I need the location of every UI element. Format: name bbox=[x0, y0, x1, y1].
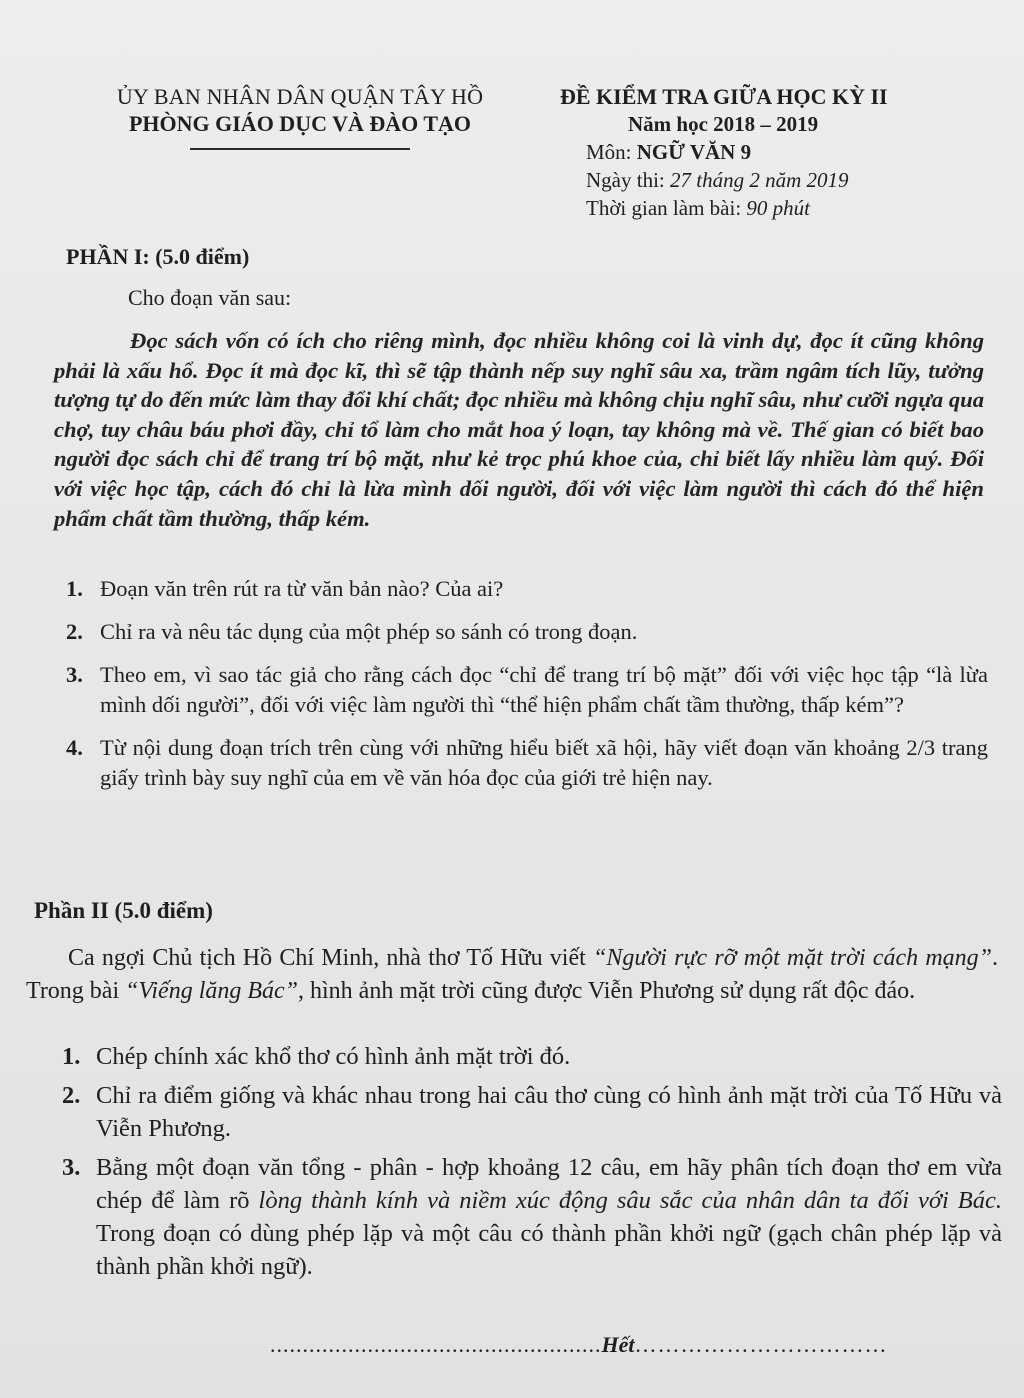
dotted-leader: …………………………… bbox=[634, 1332, 888, 1357]
question-number: 3. bbox=[62, 1154, 81, 1181]
question-text: Chép chính xác khổ thơ có hình ảnh mặt trời đó. bbox=[96, 1043, 571, 1070]
section-2-intro bbox=[26, 942, 998, 1008]
exam-duration-label: Thời gian làm bài: bbox=[586, 196, 747, 220]
question-text: Bằng một đoạn văn tổng - phân - hợp khoảng 12 câu, em hãy phân tích đoạn thơ em vừa chép để làm rõ bbox=[96, 1154, 1002, 1214]
question-item bbox=[66, 660, 988, 720]
question-text: Từ nội dung đoạn trích trên cùng với những hiểu biết xã hội, hãy viết đoạn văn khoảng 2/3 trang giấy trình bày suy nghĩ của em về văn hóa đọc của giới trẻ hiện nay. bbox=[100, 735, 988, 790]
question-text: Chỉ ra và nêu tác dụng của một phép so sánh có trong đoạn. bbox=[100, 619, 638, 644]
question-number: 4. bbox=[66, 735, 83, 760]
exam-info bbox=[560, 84, 980, 222]
question-item bbox=[66, 617, 988, 647]
question-item bbox=[62, 1079, 1002, 1145]
question-number: 2. bbox=[66, 619, 83, 644]
subject-label: Môn: bbox=[586, 140, 637, 164]
to-huu-quote: “Người rực rỡ một mặt trời cách mạng” bbox=[592, 945, 992, 971]
org-underline-divider bbox=[190, 148, 410, 150]
question-item bbox=[66, 733, 988, 793]
subject-value: NGỮ VĂN 9 bbox=[636, 140, 752, 164]
question-text: Theo em, vì sao tác giả cho rằng cách đọc “chỉ để trang trí bộ mặt” đối với việc học tập “là lừa mình dối người”, đối với việc làm người thì “thể hiện phẩm chất tầm thường, thấp kém”? bbox=[100, 662, 988, 717]
issuing-organization bbox=[90, 84, 510, 150]
section-1-heading: PHẦN I: (5.0 điểm) bbox=[66, 244, 250, 269]
question-number: 1. bbox=[62, 1043, 81, 1070]
subject-line bbox=[586, 138, 980, 166]
section-2-intro-text: Ca ngợi Chủ tịch Hồ Chí Minh, nhà thơ Tố Hữu viết bbox=[68, 945, 593, 971]
poem-title: “Viếng lăng Bác” bbox=[125, 978, 299, 1004]
question-emphasis: lòng thành kính và niềm xúc động sâu sắc của nhân dân ta đối với Bác. bbox=[258, 1187, 1002, 1214]
question-number: 1. bbox=[66, 576, 83, 601]
question-text: Trong đoạn có dùng phép lặp và một câu có thành phần khởi ngữ (gạch chân phép lặp và thành phần khởi ngữ). bbox=[96, 1220, 1002, 1280]
exam-date-value: 27 tháng 2 năm 2019 bbox=[670, 168, 849, 192]
section-2-intro-text: , hình ảnh mặt trời cũng được Viễn Phương sử dụng rất độc đáo. bbox=[298, 978, 916, 1004]
school-year: Năm học 2018 – 2019 bbox=[628, 112, 819, 136]
org-department-name: PHÒNG GIÁO DỤC VÀ ĐÀO TẠO bbox=[128, 111, 472, 136]
exam-duration-value: 90 phút bbox=[746, 196, 810, 220]
question-item bbox=[62, 1040, 1002, 1073]
exam-duration-line bbox=[586, 194, 980, 222]
org-committee-name: ỦY BAN NHÂN DÂN QUẬN TÂY HỒ bbox=[116, 84, 484, 109]
section-1-intro: Cho đoạn văn sau: bbox=[128, 285, 292, 310]
exam-title: ĐỀ KIỂM TRA GIỮA HỌC KỲ II bbox=[560, 84, 888, 109]
question-item bbox=[66, 574, 988, 604]
section-2-intro-text: . Trong bài bbox=[26, 945, 998, 1004]
section-2-questions bbox=[62, 1040, 1002, 1289]
question-text: Chỉ ra điểm giống và khác nhau trong hai câu thơ cùng có hình ảnh mặt trời của Tố Hữu và Viễn Phương. bbox=[96, 1082, 1002, 1142]
exam-date-line bbox=[586, 166, 980, 194]
question-number: 3. bbox=[66, 662, 83, 687]
question-number: 2. bbox=[62, 1082, 81, 1109]
question-text: Đoạn văn trên rút ra từ văn bản nào? Của ai? bbox=[100, 576, 504, 601]
section-2-heading: Phần II (5.0 điểm) bbox=[34, 898, 213, 923]
end-of-exam-line bbox=[270, 1332, 888, 1358]
reading-passage: Đọc sách vốn có ích cho riêng mình, đọc nhiều không coi là vinh dự, đọc ít cũng không phải là xấu hổ. Đọc ít mà đọc kĩ, thì sẽ tập thành nếp suy nghĩ sâu xa, trầm ngâm tích lũy, tưởng tượng tự do đến mức làm thay đổi khí chất; đọc nhiều mà không chịu nghĩ sâu, như cưỡi ngựa qua chợ, tuy châu báu phơi đầy, chỉ tổ làm cho mắt hoa ý loạn, tay không mà về. Thế gian có biết bao người đọc sách chỉ để trang trí bộ mặt, như kẻ trọc phú khoe của, chỉ biết lấy nhiều làm quý. Đối với việc học tập, cách đó chỉ là lừa mình dối người, đối với việc làm người thì cách đó thể hiện phẩm chất tầm thường, thấp kém. bbox=[54, 328, 984, 531]
question-item bbox=[62, 1151, 1002, 1283]
end-marker: Hết bbox=[601, 1332, 635, 1357]
dotted-leader: ................................................... bbox=[270, 1332, 602, 1357]
section-1-questions bbox=[66, 574, 988, 806]
exam-date-label: Ngày thi: bbox=[586, 168, 670, 192]
